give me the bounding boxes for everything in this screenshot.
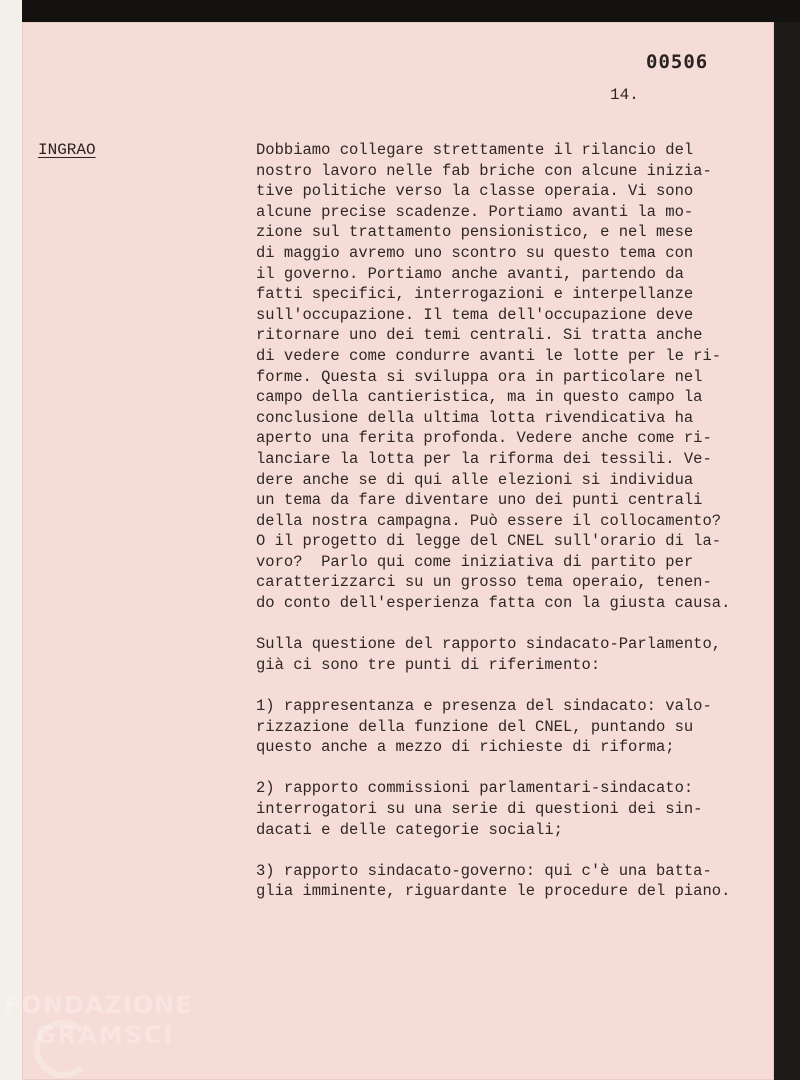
- archive-number: 00506: [646, 51, 709, 73]
- watermark-line-1: FONDAZIONE: [4, 991, 193, 1019]
- scan-top-edge: [22, 0, 800, 22]
- speaker-name: INGRAO: [38, 141, 96, 159]
- paragraph-point-3: 3) rapporto sindacato-governo: qui c'è una batta- glia imminente, riguardante le procedure del piano.: [256, 861, 731, 901]
- paragraph-intro-points: Sulla questione del rapporto sindacato-Parlamento, già ci sono tre punti di riferimento:: [256, 635, 722, 674]
- scan-left-edge: [0, 0, 22, 1080]
- watermark: [4, 990, 193, 1050]
- watermark-line-2: GRAMSCI: [36, 1021, 175, 1049]
- paragraph-main: Dobbiamo collegare strettamente il rilancio del nostro lavoro nelle fab briche con alcune inizia- tive politiche verso la classe operaia. Vi sono alcune precise scadenze. Portiamo avanti la mo- zione sul trattamento pensionistico, e nel mese di maggio avremo uno scontro su questo tema con il governo. Portiamo anche avanti, partendo da fatti specifici, interrogazioni e interpellanze sull'occupazione. Il tema dell'occupazione deve ritornare uno dei temi centrali. Si tratta anche di vedere come condurre avanti le lotte per le ri- forme. Questa si sviluppa ora in particolare nel campo della cantieristica, ma in questo campo la conclusione della ultima lotta rivendicativa ha aperto una ferita profonda. Vedere anche come ri- lanciare la lotta per la riforma dei tessili. Ve- dere anche se di qui alle elezioni si individua un tema da fare diventare uno dei punti centrali della nostra campagna. Può essere il collocamento? O il progetto di legge del CNEL sull'orario di la- voro? Parlo qui come iniziativa di partito per caratterizzarci su un grosso tema operaio, tenen- do conto dell'esperienza fatta con la giusta causa.: [256, 141, 731, 613]
- page-number: 14.: [610, 86, 639, 104]
- paragraph-point-1: 1) rappresentanza e presenza del sindacato: valo- rizzazione della funzione del CNEL, puntando su questo anche a mezzo di richieste di riforma;: [256, 697, 712, 757]
- document-body: [256, 140, 741, 923]
- paragraph-point-2: 2) rapporto commissioni parlamentari-sindacato: interrogatori su una serie di questioni dei sin- dacati e delle categorie sociali;: [256, 779, 703, 839]
